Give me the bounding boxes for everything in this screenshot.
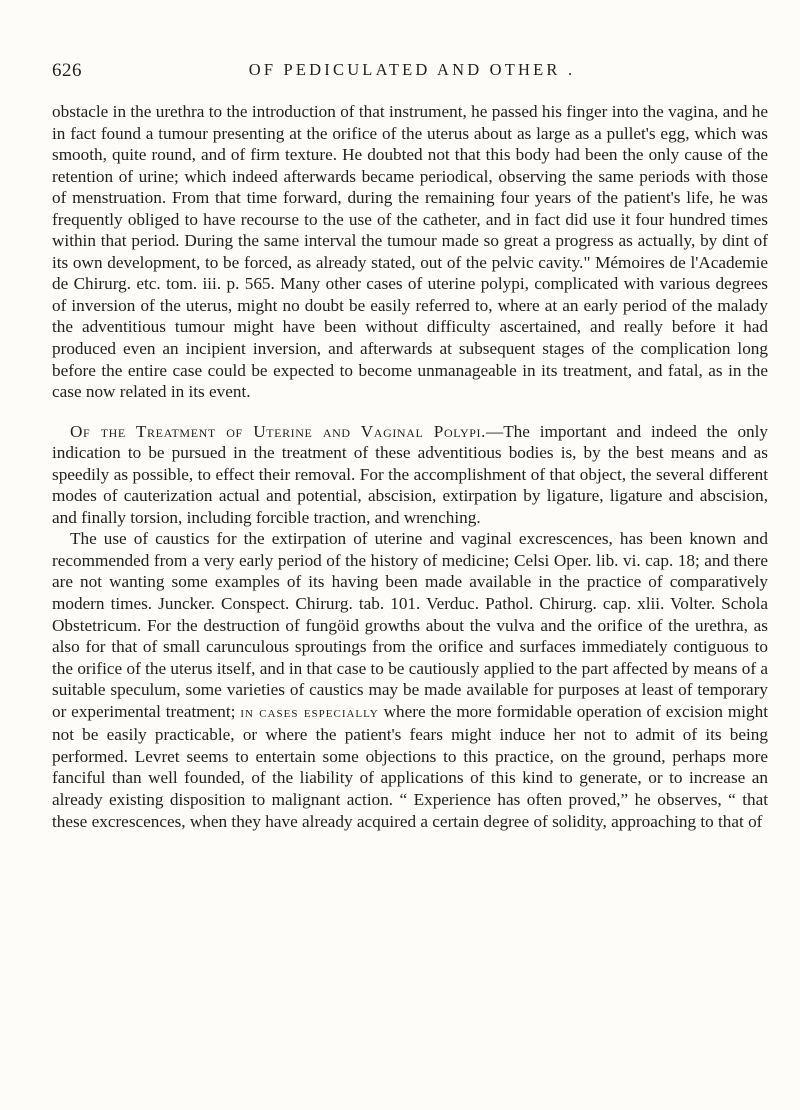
paragraph-treatment-text: —The important and indeed the only indication to be pursued in the treatment of these adventitious bodies is, by the best means and as speedily as possible, to effect their removal. For the accomplishment of that object, the several different modes of cauterization actual and potential, abscision, extirpation by ligature, ligature and abscision, and finally torsion, including forcible traction, and wrenching. — [52, 421, 769, 527]
page-number: 626 — [52, 60, 82, 81]
section-heading: Of the Treatment of Uterine and Vaginal Polypi. — [70, 421, 486, 441]
running-title: OF PEDICULATED AND OTHER . — [248, 60, 576, 79]
running-head — [52, 60, 772, 88]
paragraph-caustics-text-b: where the more formidable operation of excision might not be easily practicable, or where the patient's fears might induce her not to admit of its being performed. Levret seems to entertain some objections to this practice, on the ground, perhaps more fanciful than well founded, of the liability of applications of this kind to generate, or to increase an already existing disposition to malignant action. “ Experience has often proved,” he observes, “ that these excrescences, when they have already acquired a certain degree of solidity, approaching to that of — [52, 701, 768, 831]
paragraph-treatment — [52, 421, 768, 529]
body-text — [52, 101, 768, 832]
paragraph-caustics-text-a: The use of caustics for the extirpation of uterine and vaginal excrescences, has been known and recommended from a very early period of the history of medicine; Celsi Oper. lib. vi. cap. 18; and there are not wanting some examples of its having been made available in the practice of comparatively modern times. Juncker. Conspect. Chirurg. tab. 101. Verduc. Pathol. Chirurg. cap. xlii. Volter. Schola Obstetricum. For the destruction of fungöid growths about the vulva and the orifice of the urethra, as also for that of small carunculous sproutings from the orifice and surfaces immediately contiguous to the orifice of the uterus itself, and in that case to be cautiously applied to the part affected by means of a suitable speculum, some varieties of caustics may be made available for purposes at least of temporary or experimental treatment; — [52, 529, 768, 721]
paragraph-continued: obstacle in the urethra to the introduction of that instrument, he passed his finger into the vagina, and he in fact found a tumour presenting at the orifice of the uterus about as large as a pullet's egg, which was smooth, quite round, and of firm texture. He doubted not that this body had been the only cause of the retention of urine; which indeed afterwards became periodical, observing the same periods with those of menstruation. From that time forward, during the remaining four years of the patient's life, he was frequently obliged to have recourse to the use of the catheter, and in fact did use it four hundred times within that period. During the same interval the tumour made so great a progress as actually, by dint of its own development, to be forced, as already stated, out of the pelvic cavity." Mémoires de l'Academie de Chirurg. etc. tom. iii. p. 565. Many other cases of uterine polypi, complicated with various degrees of inversion of the uterus, might no doubt be easily referred to, where at an early period of the malady the adventitious tumour might have been without difficulty ascertained, and really before it had produced even an incipient inversion, and afterwards at subsequent stages of the complication long before the entire case could be expected to become unmanageable in its treatment, and fatal, as in the case now related in its event. — [52, 102, 768, 402]
paragraph-caustics — [52, 528, 768, 832]
smallcaps-phrase: in cases especially — [240, 704, 379, 721]
